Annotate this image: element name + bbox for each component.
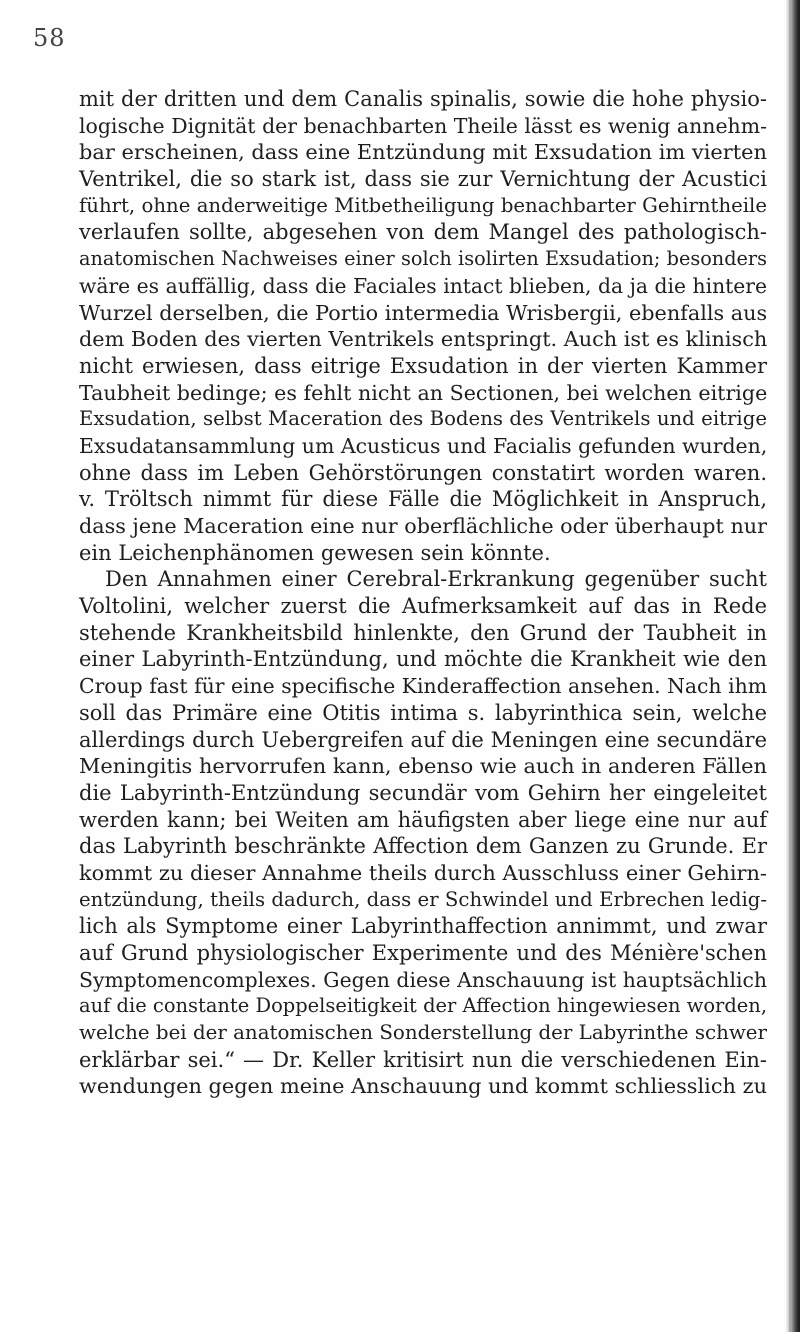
text-line: Voltolini, welcher zuerst die Aufmerksamkeit auf das in Rede (79, 594, 767, 619)
text-line: anatomischen Nachweises einer solch isolirten Exsudation; besonders (79, 247, 767, 271)
text-line: ohne dass im Leben Gehörstörungen constatirt worden waren. (79, 460, 767, 485)
text-line: Wurzel derselben, die Portio intermedia Wrisbergii, ebenfalls aus (79, 300, 768, 325)
text-line: ein Leichenphänomen gewesen sein könnte. (79, 540, 551, 565)
text-line: Den Annahmen einer Cerebral-Erkrankung gegenüber sucht (105, 567, 767, 592)
text-line: nicht erwiesen, dass eitrige Exsudation in der vierten Kammer (79, 353, 767, 378)
page-number: 58 (33, 24, 66, 52)
text-line: erklärbar sei.“ — Dr. Keller kritisirt nun die verschiedenen Ein- (79, 1047, 767, 1072)
text-line: mit der dritten und dem Canalis spinalis, sowie die hohe physio- (79, 87, 767, 111)
text-line: welche bei der anatomischen Sonderstellung der Labyrinthe schwer (79, 1021, 768, 1045)
text-line: dem Boden des vierten Ventrikels entspringt. Auch ist es klinisch (79, 327, 768, 352)
text-line: v. Tröltsch nimmt für diese Fälle die Möglichkeit in Anspruch, (79, 487, 767, 512)
text-line: wendungen gegen meine Anschauung und kommt schliesslich zu (79, 1074, 767, 1099)
text-line: Meningitis hervorrufen kann, ebenso wie auch in anderen Fällen (79, 754, 767, 779)
text-line: dass jene Maceration eine nur oberflächliche oder überhaupt nur (79, 514, 767, 538)
page-binding-edge-line (789, 0, 791, 1332)
text-line: soll das Primäre eine Otitis intima s. labyrinthica sein, welche (79, 700, 767, 725)
text-line: Croup fast für eine specifische Kinderaffection ansehen. Nach ihm (79, 674, 767, 699)
text-line: verlaufen sollte, abgesehen von dem Mangel des pathologisch- (79, 220, 767, 245)
text-line: auf die constante Doppelseitigkeit der Affection hingewiesen worden, (79, 994, 767, 1018)
text-line: Exsudation, selbst Maceration des Bodens des Ventrikels und eitrige (79, 407, 767, 431)
text-line: auf Grund physiologischer Experimente und des Ménière'schen (79, 941, 767, 965)
text-line: stehende Krankheitsbild hinlenkte, den Grund der Taubheit in (79, 620, 767, 645)
text-line: einer Labyrinth-Entzündung, und möchte die Krankheit wie den (79, 647, 767, 672)
text-line: allerdings durch Uebergreifen auf die Meningen eine secundäre (79, 727, 767, 752)
text-line: Exsudatansammlung um Acusticus und Facialis gefunden wurden, (79, 433, 768, 458)
text-line: führt, ohne anderweitige Mitbetheiligung benachbarter Gehirntheile (79, 193, 767, 217)
text-line: das Labyrinth beschränkte Affection dem Ganzen zu Grunde. Er (79, 834, 767, 859)
text-line: kommt zu dieser Annahme theils durch Ausschluss einer Gehirn- (79, 860, 767, 885)
text-line: Ventrikel, die so stark ist, dass sie zur Vernichtung der Acustici (79, 167, 767, 192)
text-line: entzündung, theils dadurch, dass er Schwindel und Erbrechen ledig- (79, 887, 767, 911)
text-line: logische Dignität der benachbarten Theile lässt es wenig annehm- (79, 113, 767, 138)
text-line: Symptomencomplexes. Gegen diese Anschauung ist hauptsächlich (79, 967, 767, 992)
body-text (79, 86, 767, 1100)
text-line: werden kann; bei Weiten am häufigsten aber liege eine nur auf (79, 807, 767, 832)
text-line: bar erscheinen, dass eine Entzündung mit Exsudation im vierten (79, 140, 767, 165)
text-line: lich als Symptome einer Labyrinthaffection annimmt, und zwar (79, 914, 767, 939)
text-line: die Labyrinth-Entzündung secundär vom Gehirn her eingeleitet (79, 780, 767, 805)
text-line: Taubheit bedinge; es fehlt nicht an Sectionen, bei welchen eitrige (79, 380, 768, 405)
text-line: wäre es auffällig, dass die Faciales intact blieben, da ja die hintere (79, 273, 767, 298)
